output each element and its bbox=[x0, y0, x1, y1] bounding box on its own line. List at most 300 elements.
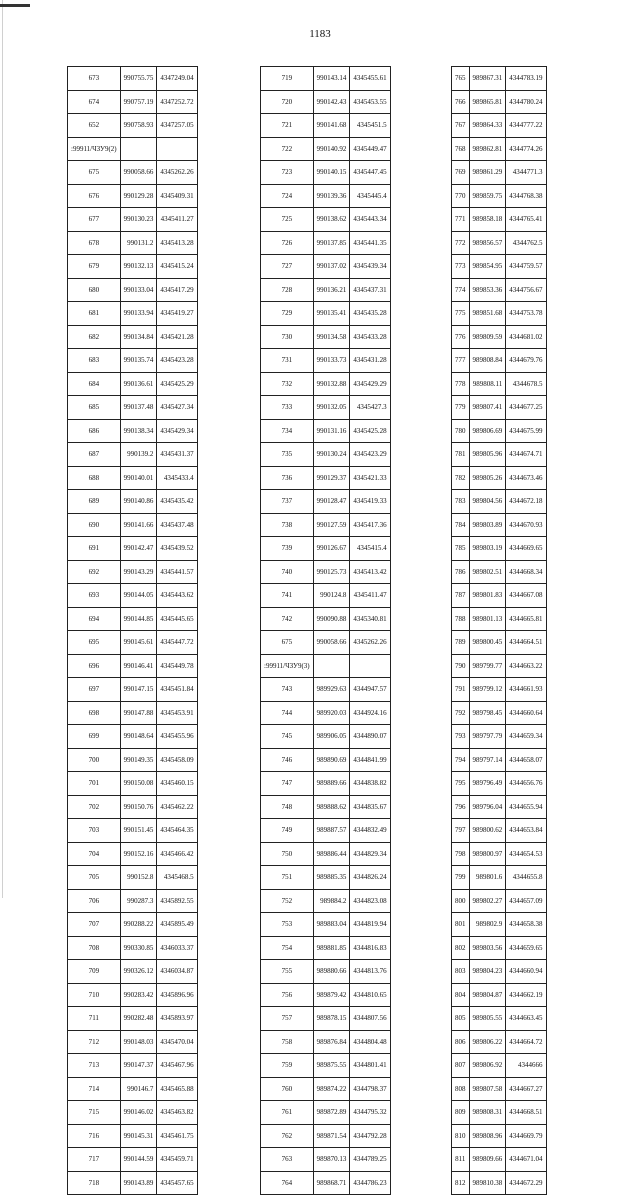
x-coordinate: 990141.68 bbox=[313, 114, 350, 138]
table-row bbox=[261, 607, 391, 631]
table-row bbox=[261, 325, 391, 349]
table-row bbox=[261, 255, 391, 279]
x-coordinate: 989800.45 bbox=[469, 631, 506, 655]
table-row bbox=[452, 1077, 547, 1101]
table-row bbox=[452, 537, 547, 561]
table-row bbox=[452, 913, 547, 937]
y-coordinate: 4345421.33 bbox=[350, 466, 390, 490]
empty-cell bbox=[350, 654, 390, 678]
x-coordinate: 989880.66 bbox=[313, 960, 350, 984]
point-number: 727 bbox=[261, 255, 314, 279]
y-coordinate: 4346034.87 bbox=[157, 960, 197, 984]
table-row bbox=[452, 1007, 547, 1031]
table-row bbox=[261, 231, 391, 255]
table-row bbox=[261, 302, 391, 326]
table-row bbox=[68, 513, 198, 537]
x-coordinate: 990152.8 bbox=[120, 866, 157, 890]
x-coordinate: 990128.47 bbox=[313, 490, 350, 514]
table-row bbox=[452, 1101, 547, 1125]
x-coordinate: 989856.57 bbox=[469, 231, 506, 255]
y-coordinate: 4345427.34 bbox=[157, 396, 197, 420]
y-coordinate: 4344654.53 bbox=[506, 842, 546, 866]
y-coordinate: 4345262.26 bbox=[157, 161, 197, 185]
point-number: 673 bbox=[68, 67, 121, 91]
point-number: 766 bbox=[452, 90, 470, 114]
point-number: 795 bbox=[452, 772, 470, 796]
point-number: 768 bbox=[452, 137, 470, 161]
x-coordinate: 989906.05 bbox=[313, 725, 350, 749]
y-coordinate: 4345447.72 bbox=[157, 631, 197, 655]
x-coordinate: 989806.22 bbox=[469, 1030, 506, 1054]
point-number: 680 bbox=[68, 278, 121, 302]
point-number: 765 bbox=[452, 67, 470, 91]
point-number: 734 bbox=[261, 419, 314, 443]
point-number: 747 bbox=[261, 772, 314, 796]
table-row bbox=[261, 1124, 391, 1148]
x-coordinate: 989853.36 bbox=[469, 278, 506, 302]
x-coordinate: 989801.13 bbox=[469, 607, 506, 631]
y-coordinate: 4345423.28 bbox=[157, 349, 197, 373]
x-coordinate: 990150.08 bbox=[120, 772, 157, 796]
x-coordinate: 989810.38 bbox=[469, 1171, 506, 1195]
y-coordinate: 4345466.42 bbox=[157, 842, 197, 866]
table-row bbox=[261, 490, 391, 514]
point-number: 752 bbox=[261, 889, 314, 913]
point-number: 674 bbox=[68, 90, 121, 114]
table-row bbox=[68, 584, 198, 608]
x-coordinate: 990145.61 bbox=[120, 631, 157, 655]
table-row bbox=[68, 419, 198, 443]
x-coordinate: 990147.37 bbox=[120, 1054, 157, 1078]
y-coordinate: 4344753.78 bbox=[506, 302, 546, 326]
point-number: 757 bbox=[261, 1007, 314, 1031]
table-row bbox=[452, 490, 547, 514]
x-coordinate: 990132.05 bbox=[313, 396, 350, 420]
y-coordinate: 4345443.34 bbox=[350, 208, 390, 232]
point-number: 685 bbox=[68, 396, 121, 420]
x-coordinate: 990287.3 bbox=[120, 889, 157, 913]
table-row bbox=[452, 772, 547, 796]
table-row bbox=[68, 913, 198, 937]
y-coordinate: 4344813.76 bbox=[350, 960, 390, 984]
y-coordinate: 4344841.99 bbox=[350, 748, 390, 772]
point-number: 806 bbox=[452, 1030, 470, 1054]
table-row bbox=[452, 184, 547, 208]
point-number: 758 bbox=[261, 1030, 314, 1054]
table-row bbox=[452, 67, 547, 91]
point-number: 769 bbox=[452, 161, 470, 185]
x-coordinate: 990137.85 bbox=[313, 231, 350, 255]
point-number: 714 bbox=[68, 1077, 121, 1101]
table-row bbox=[68, 231, 198, 255]
x-coordinate: 990288.22 bbox=[120, 913, 157, 937]
point-number: 678 bbox=[68, 231, 121, 255]
point-number: 700 bbox=[68, 748, 121, 772]
point-number: 731 bbox=[261, 349, 314, 373]
point-number: 775 bbox=[452, 302, 470, 326]
table-row bbox=[261, 114, 391, 138]
table-row bbox=[68, 983, 198, 1007]
point-number: 812 bbox=[452, 1171, 470, 1195]
point-number: 784 bbox=[452, 513, 470, 537]
point-number: 750 bbox=[261, 842, 314, 866]
y-coordinate: 4344823.08 bbox=[350, 889, 390, 913]
x-coordinate: 989803.89 bbox=[469, 513, 506, 537]
x-coordinate: 990132.88 bbox=[313, 372, 350, 396]
point-number: 684 bbox=[68, 372, 121, 396]
point-number: 675 bbox=[68, 161, 121, 185]
table-row bbox=[261, 1054, 391, 1078]
x-coordinate: 990144.85 bbox=[120, 607, 157, 631]
x-coordinate: 989802.9 bbox=[469, 913, 506, 937]
y-coordinate: 4345439.34 bbox=[350, 255, 390, 279]
y-coordinate: 4345433.4 bbox=[157, 466, 197, 490]
y-coordinate: 4344947.57 bbox=[350, 678, 390, 702]
table-row bbox=[452, 607, 547, 631]
x-coordinate: 990131.2 bbox=[120, 231, 157, 255]
y-coordinate: 4345467.96 bbox=[157, 1054, 197, 1078]
table-row bbox=[261, 983, 391, 1007]
point-number: 793 bbox=[452, 725, 470, 749]
table-row bbox=[452, 842, 547, 866]
point-number: 804 bbox=[452, 983, 470, 1007]
table-row bbox=[452, 1124, 547, 1148]
y-coordinate: 4345419.27 bbox=[157, 302, 197, 326]
table-row bbox=[68, 701, 198, 725]
table-row bbox=[68, 396, 198, 420]
x-coordinate: 989879.42 bbox=[313, 983, 350, 1007]
table-row bbox=[68, 278, 198, 302]
y-coordinate: 4345435.42 bbox=[157, 490, 197, 514]
y-coordinate: 4345425.28 bbox=[350, 419, 390, 443]
x-coordinate: 989800.97 bbox=[469, 842, 506, 866]
table-row bbox=[452, 631, 547, 655]
point-number: 791 bbox=[452, 678, 470, 702]
y-coordinate: 4344667.08 bbox=[506, 584, 546, 608]
point-number: 753 bbox=[261, 913, 314, 937]
y-coordinate: 4345437.48 bbox=[157, 513, 197, 537]
table-row bbox=[261, 372, 391, 396]
point-number: 763 bbox=[261, 1148, 314, 1172]
y-coordinate: 4345415.4 bbox=[350, 537, 390, 561]
point-number: 742 bbox=[261, 607, 314, 631]
point-number: 735 bbox=[261, 443, 314, 467]
table-row bbox=[68, 137, 198, 161]
y-coordinate: 4344838.82 bbox=[350, 772, 390, 796]
x-coordinate: 989881.85 bbox=[313, 936, 350, 960]
x-coordinate: 989868.71 bbox=[313, 1171, 350, 1195]
table-row bbox=[68, 842, 198, 866]
y-coordinate: 4344661.93 bbox=[506, 678, 546, 702]
table-row bbox=[261, 184, 391, 208]
y-coordinate: 4345458.09 bbox=[157, 748, 197, 772]
empty-cell bbox=[157, 137, 197, 161]
x-coordinate: 990145.31 bbox=[120, 1124, 157, 1148]
y-coordinate: 4344826.24 bbox=[350, 866, 390, 890]
y-coordinate: 4344819.94 bbox=[350, 913, 390, 937]
y-coordinate: 4346033.37 bbox=[157, 936, 197, 960]
x-coordinate: 990757.19 bbox=[120, 90, 157, 114]
table-row bbox=[261, 90, 391, 114]
point-number: 762 bbox=[261, 1124, 314, 1148]
table-row bbox=[261, 631, 391, 655]
table-row bbox=[261, 443, 391, 467]
y-coordinate: 4345421.28 bbox=[157, 325, 197, 349]
y-coordinate: 4344662.19 bbox=[506, 983, 546, 1007]
point-number: 729 bbox=[261, 302, 314, 326]
x-coordinate: 990144.59 bbox=[120, 1148, 157, 1172]
table-row bbox=[452, 819, 547, 843]
table-row bbox=[452, 1171, 547, 1195]
x-coordinate: 989806.69 bbox=[469, 419, 506, 443]
y-coordinate: 4344798.37 bbox=[350, 1077, 390, 1101]
y-coordinate: 4347257.05 bbox=[157, 114, 197, 138]
y-coordinate: 4345451.84 bbox=[157, 678, 197, 702]
y-coordinate: 4345447.45 bbox=[350, 161, 390, 185]
point-number: 746 bbox=[261, 748, 314, 772]
y-coordinate: 4344780.24 bbox=[506, 90, 546, 114]
table-row bbox=[261, 137, 391, 161]
x-coordinate: 990143.29 bbox=[120, 560, 157, 584]
table-row bbox=[68, 936, 198, 960]
y-coordinate: 4344659.34 bbox=[506, 725, 546, 749]
y-coordinate: 4344658.38 bbox=[506, 913, 546, 937]
x-coordinate: 989890.69 bbox=[313, 748, 350, 772]
point-number: 709 bbox=[68, 960, 121, 984]
table-row bbox=[68, 748, 198, 772]
point-number: 708 bbox=[68, 936, 121, 960]
x-coordinate: 990133.94 bbox=[120, 302, 157, 326]
point-number: 811 bbox=[452, 1148, 470, 1172]
point-number: 702 bbox=[68, 795, 121, 819]
point-number: 796 bbox=[452, 795, 470, 819]
table-row bbox=[261, 466, 391, 490]
y-coordinate: 4344677.25 bbox=[506, 396, 546, 420]
y-coordinate: 4344835.67 bbox=[350, 795, 390, 819]
point-number: 689 bbox=[68, 490, 121, 514]
y-coordinate: 4344675.99 bbox=[506, 419, 546, 443]
point-number: 751 bbox=[261, 866, 314, 890]
x-coordinate: 989805.26 bbox=[469, 466, 506, 490]
x-coordinate: 990151.45 bbox=[120, 819, 157, 843]
y-coordinate: 4344666 bbox=[506, 1054, 546, 1078]
x-coordinate: 990283.42 bbox=[120, 983, 157, 1007]
y-coordinate: 4345895.49 bbox=[157, 913, 197, 937]
table-row bbox=[261, 913, 391, 937]
point-number: 800 bbox=[452, 889, 470, 913]
table-row bbox=[261, 795, 391, 819]
y-coordinate: 4344679.76 bbox=[506, 349, 546, 373]
point-number: 725 bbox=[261, 208, 314, 232]
y-coordinate: 4345262.26 bbox=[350, 631, 390, 655]
point-number: 675 bbox=[261, 631, 314, 655]
point-number: 715 bbox=[68, 1101, 121, 1125]
x-coordinate: 989809.59 bbox=[469, 325, 506, 349]
point-number: 772 bbox=[452, 231, 470, 255]
y-coordinate: 4344816.83 bbox=[350, 936, 390, 960]
table-row bbox=[261, 1077, 391, 1101]
x-coordinate: 990152.16 bbox=[120, 842, 157, 866]
table-row bbox=[261, 208, 391, 232]
point-number: 736 bbox=[261, 466, 314, 490]
x-coordinate: 989805.96 bbox=[469, 443, 506, 467]
point-number: 721 bbox=[261, 114, 314, 138]
y-coordinate: 4344671.04 bbox=[506, 1148, 546, 1172]
y-coordinate: 4344664.72 bbox=[506, 1030, 546, 1054]
table-row bbox=[452, 725, 547, 749]
y-coordinate: 4345445.65 bbox=[157, 607, 197, 631]
x-coordinate: 990136.21 bbox=[313, 278, 350, 302]
y-coordinate: 4344924.16 bbox=[350, 701, 390, 725]
table-row bbox=[68, 560, 198, 584]
point-number: 732 bbox=[261, 372, 314, 396]
x-coordinate: 990130.23 bbox=[120, 208, 157, 232]
y-coordinate: 4345425.29 bbox=[157, 372, 197, 396]
table-row bbox=[261, 1171, 391, 1195]
point-number: 749 bbox=[261, 819, 314, 843]
y-coordinate: 4344670.93 bbox=[506, 513, 546, 537]
table-row bbox=[452, 678, 547, 702]
y-coordinate: 4344673.46 bbox=[506, 466, 546, 490]
y-coordinate: 4345457.65 bbox=[157, 1171, 197, 1195]
y-coordinate: 4345441.35 bbox=[350, 231, 390, 255]
coordinates-column-2 bbox=[260, 66, 391, 1195]
table-row bbox=[452, 466, 547, 490]
point-number: 717 bbox=[68, 1148, 121, 1172]
x-coordinate: 989878.15 bbox=[313, 1007, 350, 1031]
point-number: 682 bbox=[68, 325, 121, 349]
x-coordinate: 989799.12 bbox=[469, 678, 506, 702]
x-coordinate: 990758.93 bbox=[120, 114, 157, 138]
x-coordinate: 990142.47 bbox=[120, 537, 157, 561]
point-number: 686 bbox=[68, 419, 121, 443]
table-row bbox=[261, 349, 391, 373]
point-number: 738 bbox=[261, 513, 314, 537]
x-coordinate: 989802.51 bbox=[469, 560, 506, 584]
y-coordinate: 4344765.41 bbox=[506, 208, 546, 232]
x-coordinate: 989807.58 bbox=[469, 1077, 506, 1101]
x-coordinate: 990330.85 bbox=[120, 936, 157, 960]
table-row bbox=[452, 1054, 547, 1078]
table-row bbox=[68, 1054, 198, 1078]
x-coordinate: 989858.18 bbox=[469, 208, 506, 232]
table-row bbox=[261, 678, 391, 702]
y-coordinate: 4345455.61 bbox=[350, 67, 390, 91]
point-number: 754 bbox=[261, 936, 314, 960]
x-coordinate: 989801.83 bbox=[469, 584, 506, 608]
point-number: 780 bbox=[452, 419, 470, 443]
y-coordinate: 4345419.33 bbox=[350, 490, 390, 514]
y-coordinate: 4344672.29 bbox=[506, 1171, 546, 1195]
table-row bbox=[261, 654, 391, 678]
point-number: 687 bbox=[68, 443, 121, 467]
y-coordinate: 4345470.04 bbox=[157, 1030, 197, 1054]
y-coordinate: 4344759.57 bbox=[506, 255, 546, 279]
table-row bbox=[68, 819, 198, 843]
table-row bbox=[452, 960, 547, 984]
empty-cell bbox=[313, 654, 350, 678]
point-number: 723 bbox=[261, 161, 314, 185]
x-coordinate: 989851.68 bbox=[469, 302, 506, 326]
y-coordinate: 4345431.28 bbox=[350, 349, 390, 373]
table-row bbox=[68, 1077, 198, 1101]
x-coordinate: 990147.88 bbox=[120, 701, 157, 725]
table-row bbox=[68, 114, 198, 138]
x-coordinate: 990138.62 bbox=[313, 208, 350, 232]
point-number: 785 bbox=[452, 537, 470, 561]
point-number: 774 bbox=[452, 278, 470, 302]
point-number: 704 bbox=[68, 842, 121, 866]
x-coordinate: 989804.87 bbox=[469, 983, 506, 1007]
y-coordinate: 4345449.78 bbox=[157, 654, 197, 678]
table-row bbox=[452, 372, 547, 396]
y-coordinate: 4344804.48 bbox=[350, 1030, 390, 1054]
table-row bbox=[261, 866, 391, 890]
x-coordinate: 990127.59 bbox=[313, 513, 350, 537]
point-number: 801 bbox=[452, 913, 470, 937]
x-coordinate: 989804.56 bbox=[469, 490, 506, 514]
point-number: 676 bbox=[68, 184, 121, 208]
y-coordinate: 4345413.28 bbox=[157, 231, 197, 255]
point-number: 692 bbox=[68, 560, 121, 584]
point-number: 797 bbox=[452, 819, 470, 843]
point-number: 807 bbox=[452, 1054, 470, 1078]
point-number: 696 bbox=[68, 654, 121, 678]
x-coordinate: 989805.55 bbox=[469, 1007, 506, 1031]
point-number: 781 bbox=[452, 443, 470, 467]
y-coordinate: 4345423.29 bbox=[350, 443, 390, 467]
x-coordinate: 989884.2 bbox=[313, 889, 350, 913]
x-coordinate: 990326.12 bbox=[120, 960, 157, 984]
x-coordinate: 990143.14 bbox=[313, 67, 350, 91]
table-row bbox=[452, 208, 547, 232]
point-number: 716 bbox=[68, 1124, 121, 1148]
table-row bbox=[68, 90, 198, 114]
x-coordinate: 989797.79 bbox=[469, 725, 506, 749]
point-number: 679 bbox=[68, 255, 121, 279]
x-coordinate: 990148.03 bbox=[120, 1030, 157, 1054]
point-number: 652 bbox=[68, 114, 121, 138]
x-coordinate: 990126.67 bbox=[313, 537, 350, 561]
table-row bbox=[68, 302, 198, 326]
table-row bbox=[68, 184, 198, 208]
x-coordinate: 990140.92 bbox=[313, 137, 350, 161]
y-coordinate: 4345449.47 bbox=[350, 137, 390, 161]
y-coordinate: 4344678.5 bbox=[506, 372, 546, 396]
table-row bbox=[68, 372, 198, 396]
table-row bbox=[261, 725, 391, 749]
y-coordinate: 4345455.96 bbox=[157, 725, 197, 749]
y-coordinate: 4344681.02 bbox=[506, 325, 546, 349]
x-coordinate: 989929.63 bbox=[313, 678, 350, 702]
x-coordinate: 989809.66 bbox=[469, 1148, 506, 1172]
y-coordinate: 4344655.8 bbox=[506, 866, 546, 890]
x-coordinate: 989808.31 bbox=[469, 1101, 506, 1125]
y-coordinate: 4344657.09 bbox=[506, 889, 546, 913]
table-row bbox=[68, 161, 198, 185]
y-coordinate: 4345411.27 bbox=[157, 208, 197, 232]
y-coordinate: 4344656.76 bbox=[506, 772, 546, 796]
table-row bbox=[261, 419, 391, 443]
y-coordinate: 4344655.94 bbox=[506, 795, 546, 819]
point-number: 724 bbox=[261, 184, 314, 208]
point-number: 767 bbox=[452, 114, 470, 138]
point-number: 699 bbox=[68, 725, 121, 749]
table-row bbox=[68, 795, 198, 819]
x-coordinate: 989799.77 bbox=[469, 654, 506, 678]
table-row bbox=[261, 819, 391, 843]
point-number: 713 bbox=[68, 1054, 121, 1078]
